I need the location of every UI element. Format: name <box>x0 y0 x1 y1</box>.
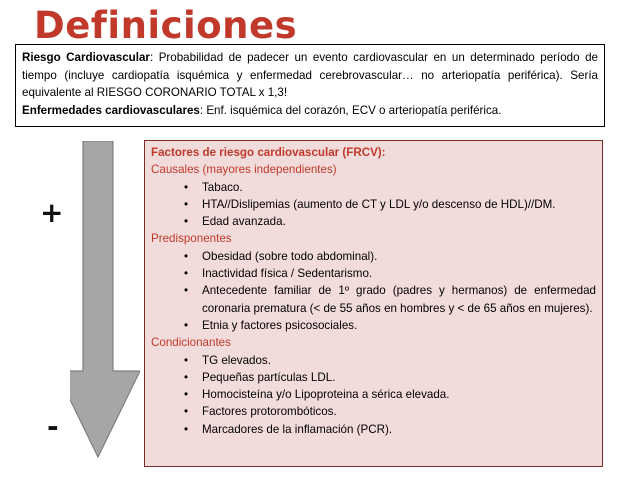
definition-enfermedades <box>22 102 598 120</box>
page-title: Definiciones <box>34 4 298 47</box>
factor-group-list <box>151 352 596 438</box>
factor-item-text: Factores protorombóticos. <box>202 405 337 419</box>
bullet-icon: • <box>184 388 189 402</box>
bullet-icon: • <box>184 370 189 384</box>
bullet-icon: • <box>184 249 189 263</box>
factor-item <box>151 386 596 403</box>
bullet-icon: • <box>184 267 189 281</box>
factor-item <box>151 317 596 334</box>
factor-item-text: Pequeñas partículas LDL. <box>202 370 336 384</box>
factor-item <box>151 196 596 213</box>
factor-item-text: Homocisteína y/o Lipoproteina a sérica elevada. <box>202 388 450 402</box>
factor-item <box>151 421 596 438</box>
factor-item-text: Marcadores de la inflamación (PCR). <box>202 422 393 436</box>
factor-group-label: Condicionantes <box>151 336 231 350</box>
risk-factors-box <box>144 140 603 467</box>
bullet-icon: • <box>184 353 189 367</box>
factor-item-text: TG elevados. <box>202 353 271 367</box>
definition-riesgo <box>22 49 598 102</box>
factor-item <box>151 265 596 282</box>
factor-group-list <box>151 248 596 334</box>
factor-item-text: HTA//Dislipemias (aumento de CT y LDL y/o descenso de HDL)//DM. <box>202 197 556 211</box>
factor-item <box>151 369 596 386</box>
factor-item-text: Obesidad (sobre todo abdominal). <box>202 249 378 263</box>
risk-factors-header: Factores de riesgo cardiovascular (FRCV): <box>151 146 386 159</box>
plus-sign: + <box>40 196 64 229</box>
definition-enfermedades-text: : Enf. isquémica del corazón, ECV o arteriopatía periférica. <box>199 103 502 117</box>
factor-item <box>151 179 596 196</box>
minus-sign: - <box>47 410 59 443</box>
factor-group-label: Causales (mayores independientes) <box>151 163 337 177</box>
factor-item-text: Edad avanzada. <box>202 215 286 229</box>
bullet-icon: • <box>184 215 189 229</box>
factor-item-text: Antecedente familiar de 1º grado (padres y hermanos) de enfermedad coronaria prematura (< de 55 años en hombres y < de 65 años en mujeres). <box>202 284 596 315</box>
risk-factor-groups <box>151 161 596 438</box>
factor-item <box>151 213 596 230</box>
down-arrow-icon <box>70 141 140 459</box>
bullet-icon: • <box>184 318 189 332</box>
bullet-icon: • <box>184 180 189 194</box>
factor-group-list <box>151 179 596 231</box>
definition-riesgo-term: Riesgo Cardiovascular <box>22 51 150 64</box>
factor-item <box>151 352 596 369</box>
definition-enfermedades-term: Enfermedades cardiovasculares <box>22 103 200 117</box>
bullet-icon: • <box>184 197 189 211</box>
factor-group-label: Predisponentes <box>151 232 232 246</box>
factor-item-text: Etnia y factores psicosociales. <box>202 318 358 332</box>
definition-riesgo-text: : Probabilidad de padecer un evento cardiovascular en un determinado período de tiempo (incluye cardiopatía isquémica y enfermedad cerebrovascular… no arteriopatía periférica). Sería equivalente al RIESGO CORONARIO TOTAL x 1,3! <box>22 51 598 99</box>
factor-item-text: Inactividad física / Sedentarismo. <box>202 267 373 281</box>
bullet-icon: • <box>184 284 189 298</box>
bullet-icon: • <box>184 405 189 419</box>
factor-item-text: Tabaco. <box>202 180 243 194</box>
factor-item <box>151 248 596 265</box>
definitions-box <box>15 44 605 127</box>
factor-item <box>151 282 596 317</box>
factor-item <box>151 403 596 420</box>
down-arrow-shape <box>70 141 140 457</box>
bullet-icon: • <box>184 422 189 436</box>
